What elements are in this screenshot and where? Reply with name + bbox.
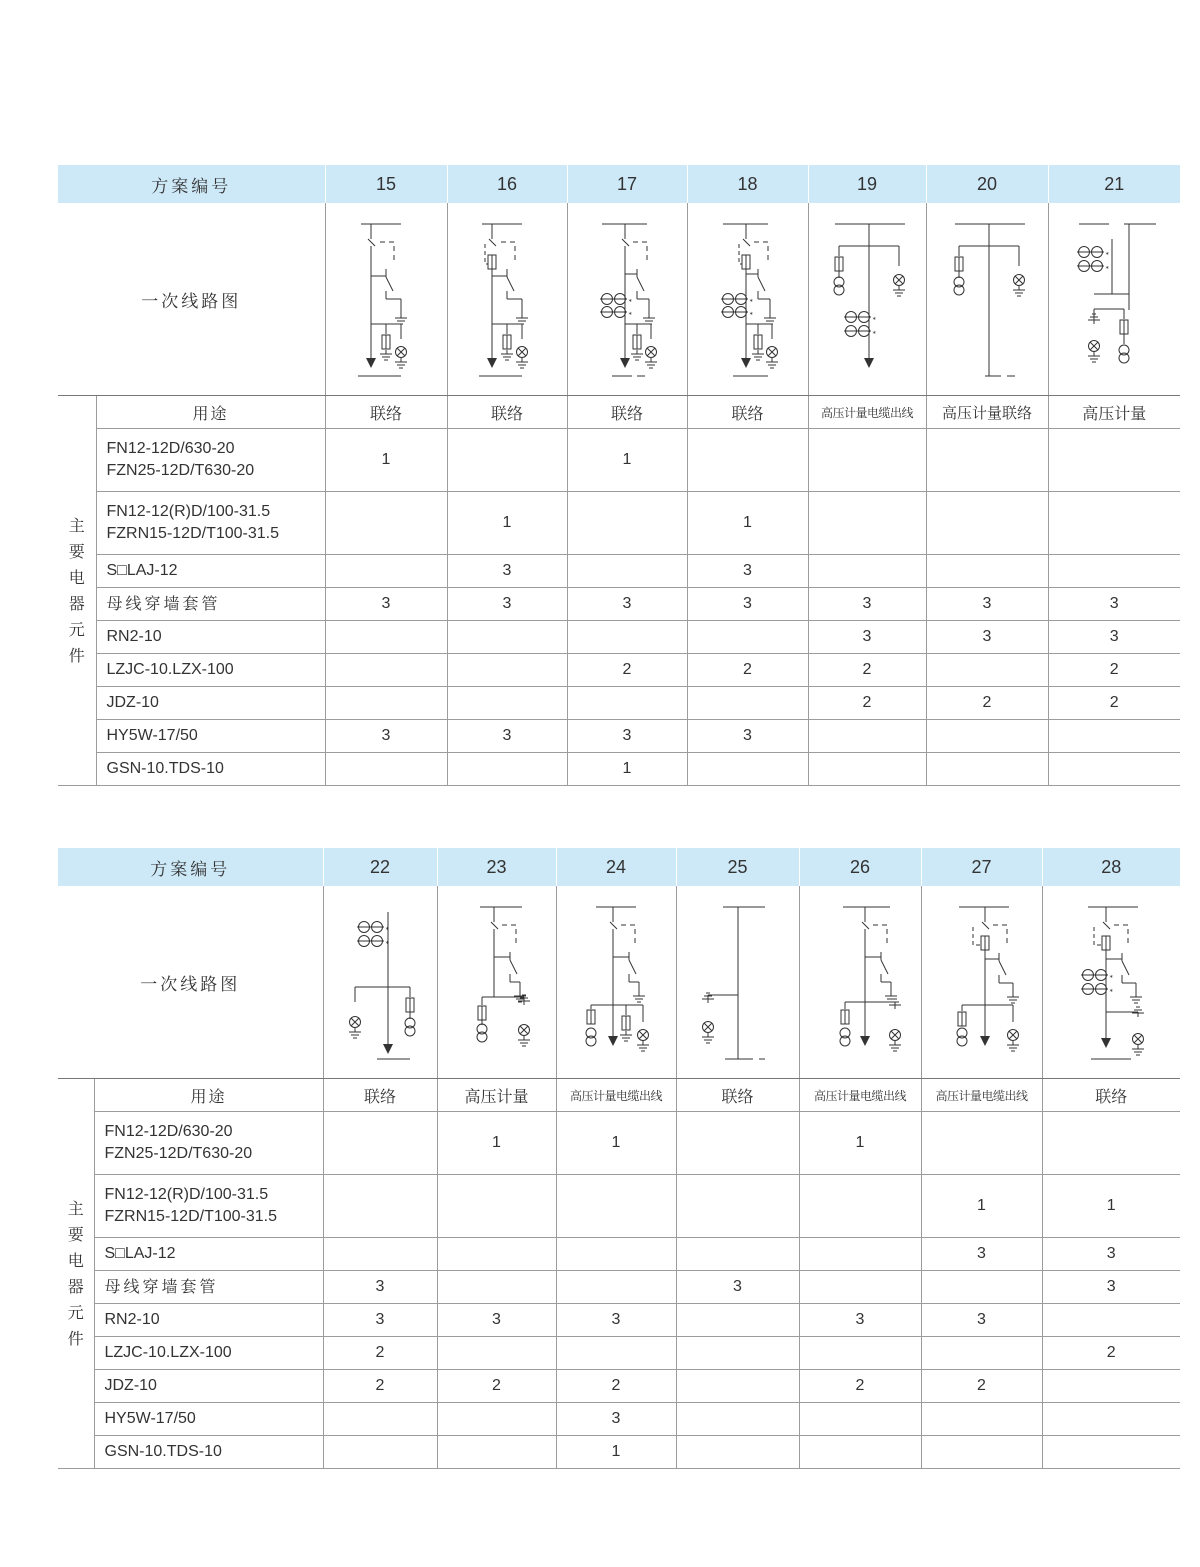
quantity-cell: 3 (687, 555, 808, 588)
quantity-cell (325, 654, 447, 687)
component-row (58, 1271, 1180, 1304)
quantity-cell: 2 (926, 687, 1048, 720)
circuit-diagram-26 (799, 886, 921, 1079)
component-row (58, 1403, 1180, 1436)
main-components-char: 主 (67, 1198, 84, 1218)
quantity-cell: 2 (323, 1370, 437, 1403)
quantity-cell (323, 1403, 437, 1436)
quantity-cell (799, 1271, 921, 1304)
main-components-char: 主 (68, 515, 85, 535)
usage-cell: 高压计量 (1048, 396, 1180, 429)
circuit-diagram-25-svg (693, 897, 783, 1067)
usage-cell: 联络 (567, 396, 687, 429)
circuit-diagram-15-svg (346, 214, 426, 384)
quantity-cell (567, 621, 687, 654)
diagram-row (58, 203, 1180, 396)
component-model: LZJC-10.LZX-100 (96, 654, 325, 687)
scheme-number-label: 方案编号 (58, 165, 325, 203)
quantity-cell (926, 654, 1048, 687)
scheme-number-row (58, 165, 1180, 203)
component-row (58, 621, 1180, 654)
component-row (58, 1370, 1180, 1403)
quantity-cell (921, 1337, 1042, 1370)
quantity-cell (437, 1337, 556, 1370)
quantity-cell (926, 492, 1048, 555)
component-row (58, 687, 1180, 720)
quantity-cell: 3 (926, 621, 1048, 654)
scheme-number: 26 (799, 848, 921, 886)
quantity-cell: 3 (687, 720, 808, 753)
component-model: RN2-10 (96, 621, 325, 654)
quantity-cell: 3 (556, 1403, 676, 1436)
quantity-cell (676, 1112, 799, 1175)
scheme-number: 15 (325, 165, 447, 203)
quantity-cell (325, 687, 447, 720)
component-row (58, 753, 1180, 786)
quantity-cell: 3 (567, 588, 687, 621)
component-model: RN2-10 (94, 1304, 323, 1337)
quantity-cell (926, 429, 1048, 492)
quantity-cell (1042, 1403, 1180, 1436)
quantity-cell (556, 1271, 676, 1304)
circuit-diagram-16-svg (467, 214, 547, 384)
quantity-cell: 3 (437, 1304, 556, 1337)
component-row (58, 654, 1180, 687)
quantity-cell (447, 753, 567, 786)
component-model: GSN-10.TDS-10 (96, 753, 325, 786)
quantity-cell: 2 (799, 1370, 921, 1403)
quantity-cell (687, 429, 808, 492)
usage-cell: 高压计量 (437, 1079, 556, 1112)
quantity-cell (799, 1436, 921, 1469)
quantity-cell (676, 1238, 799, 1271)
component-model: HY5W-17/50 (96, 720, 325, 753)
quantity-cell: 3 (325, 588, 447, 621)
quantity-cell (325, 621, 447, 654)
usage-cell: 联络 (687, 396, 808, 429)
quantity-cell (926, 753, 1048, 786)
model-line: FZRN15-12D/T100-31.5 (106, 525, 280, 542)
scheme-number-label: 方案编号 (58, 848, 323, 886)
circuit-diagram-24-svg (571, 897, 661, 1067)
circuit-diagram-25 (676, 886, 799, 1079)
quantity-cell (799, 1175, 921, 1238)
circuit-diagram-21 (1048, 203, 1180, 396)
quantity-cell: 3 (1042, 1271, 1180, 1304)
usage-cell: 联络 (325, 396, 447, 429)
usage-cell: 高压计量电缆出线 (808, 396, 926, 429)
quantity-cell (325, 753, 447, 786)
component-model: 母线穿墙套管 (96, 588, 325, 621)
circuit-diagram-17 (567, 203, 687, 396)
scheme-number: 18 (687, 165, 808, 203)
quantity-cell: 2 (556, 1370, 676, 1403)
quantity-cell: 2 (1048, 687, 1180, 720)
component-row (58, 492, 1180, 555)
component-row (58, 1436, 1180, 1469)
quantity-cell: 1 (556, 1436, 676, 1469)
quantity-cell: 1 (567, 753, 687, 786)
usage-cell: 高压计量电缆出线 (799, 1079, 921, 1112)
scheme-number-row (58, 848, 1180, 886)
component-model (96, 492, 325, 555)
main-components-char: 件 (67, 1328, 84, 1348)
scheme-number: 22 (323, 848, 437, 886)
component-model: HY5W-17/50 (94, 1403, 323, 1436)
usage-cell: 高压计量联络 (926, 396, 1048, 429)
circuit-diagram-22 (323, 886, 437, 1079)
quantity-cell: 3 (808, 588, 926, 621)
quantity-cell: 3 (447, 720, 567, 753)
quantity-cell (676, 1370, 799, 1403)
primary-diagram-label: 一次线路图 (58, 203, 325, 396)
quantity-cell (325, 492, 447, 555)
quantity-cell: 3 (921, 1304, 1042, 1337)
quantity-cell: 3 (926, 588, 1048, 621)
main-components-label (58, 396, 96, 786)
scheme-number: 20 (926, 165, 1048, 203)
quantity-cell: 3 (567, 720, 687, 753)
quantity-cell (676, 1403, 799, 1436)
quantity-cell: 1 (687, 492, 808, 555)
quantity-cell: 2 (437, 1370, 556, 1403)
quantity-cell (676, 1175, 799, 1238)
model-line: FN12-12D/630-20 (104, 1123, 233, 1140)
quantity-cell: 3 (808, 621, 926, 654)
main-components-char: 元 (68, 619, 85, 639)
scheme-number: 25 (676, 848, 799, 886)
circuit-diagram-20 (926, 203, 1048, 396)
component-row (58, 588, 1180, 621)
scheme-number: 19 (808, 165, 926, 203)
circuit-diagram-28 (1042, 886, 1180, 1079)
quantity-cell: 3 (921, 1238, 1042, 1271)
quantity-cell (676, 1436, 799, 1469)
quantity-cell (567, 555, 687, 588)
main-components-char: 电 (68, 567, 85, 587)
quantity-cell (323, 1112, 437, 1175)
quantity-cell (1042, 1304, 1180, 1337)
usage-label: 用途 (94, 1079, 323, 1112)
quantity-cell: 1 (1042, 1175, 1180, 1238)
quantity-cell (808, 720, 926, 753)
usage-label: 用途 (96, 396, 325, 429)
quantity-cell: 3 (1042, 1238, 1180, 1271)
quantity-cell (799, 1403, 921, 1436)
quantity-cell: 2 (808, 687, 926, 720)
quantity-cell (447, 687, 567, 720)
circuit-diagram-19-svg (817, 214, 917, 384)
component-model (94, 1175, 323, 1238)
quantity-cell (687, 687, 808, 720)
model-line: FZRN15-12D/T100-31.5 (104, 1208, 278, 1225)
quantity-cell (676, 1304, 799, 1337)
circuit-diagram-26-svg (815, 897, 905, 1067)
circuit-diagram-18-svg (708, 214, 788, 384)
quantity-cell (1042, 1112, 1180, 1175)
quantity-cell (808, 429, 926, 492)
circuit-diagram-27 (921, 886, 1042, 1079)
quantity-cell (921, 1112, 1042, 1175)
quantity-cell: 1 (567, 429, 687, 492)
quantity-cell: 1 (447, 492, 567, 555)
quantity-cell: 3 (447, 555, 567, 588)
quantity-cell (1042, 1436, 1180, 1469)
scheme-table-1 (58, 165, 1180, 786)
quantity-cell (437, 1271, 556, 1304)
quantity-cell (447, 654, 567, 687)
usage-cell: 联络 (323, 1079, 437, 1112)
circuit-diagram-15 (325, 203, 447, 396)
quantity-cell (799, 1337, 921, 1370)
scheme-table-2 (58, 848, 1180, 1469)
component-model: LZJC-10.LZX-100 (94, 1337, 323, 1370)
quantity-cell (556, 1337, 676, 1370)
circuit-diagram-28-svg (1066, 897, 1156, 1067)
quantity-cell (1048, 753, 1180, 786)
scheme-number: 16 (447, 165, 567, 203)
model-line: FZN25-12D/T630-20 (106, 462, 255, 479)
quantity-cell: 2 (808, 654, 926, 687)
quantity-cell (687, 621, 808, 654)
model-line: FN12-12D/630-20 (106, 440, 235, 457)
usage-cell: 高压计量电缆出线 (556, 1079, 676, 1112)
component-row (58, 429, 1180, 492)
quantity-cell (676, 1337, 799, 1370)
quantity-cell: 1 (799, 1112, 921, 1175)
main-components-char: 要 (68, 541, 85, 561)
quantity-cell (808, 555, 926, 588)
quantity-cell (808, 753, 926, 786)
quantity-cell (325, 555, 447, 588)
diagram-row (58, 886, 1180, 1079)
circuit-diagram-21-svg (1064, 214, 1164, 384)
quantity-cell (921, 1436, 1042, 1469)
scheme-number: 23 (437, 848, 556, 886)
quantity-cell (1048, 492, 1180, 555)
component-row (58, 555, 1180, 588)
quantity-cell (437, 1238, 556, 1271)
scheme-number: 24 (556, 848, 676, 886)
circuit-diagram-19 (808, 203, 926, 396)
component-model: S□LAJ-12 (96, 555, 325, 588)
component-model: GSN-10.TDS-10 (94, 1436, 323, 1469)
quantity-cell (926, 555, 1048, 588)
quantity-cell: 3 (556, 1304, 676, 1337)
quantity-cell (323, 1436, 437, 1469)
quantity-cell (1048, 429, 1180, 492)
quantity-cell: 2 (1048, 654, 1180, 687)
circuit-diagram-23-svg (452, 897, 542, 1067)
quantity-cell: 3 (799, 1304, 921, 1337)
circuit-diagram-27-svg (937, 897, 1027, 1067)
component-row (58, 1238, 1180, 1271)
component-model (96, 429, 325, 492)
primary-diagram-label: 一次线路图 (58, 886, 323, 1079)
quantity-cell: 1 (325, 429, 447, 492)
main-components-label (58, 1079, 94, 1469)
main-components-char: 件 (68, 645, 85, 665)
component-row (58, 1112, 1180, 1175)
component-row (58, 1304, 1180, 1337)
quantity-cell (687, 753, 808, 786)
component-model: JDZ-10 (94, 1370, 323, 1403)
component-row (58, 1175, 1180, 1238)
usage-cell: 高压计量电缆出线 (921, 1079, 1042, 1112)
quantity-cell (799, 1238, 921, 1271)
quantity-cell (556, 1175, 676, 1238)
quantity-cell (926, 720, 1048, 753)
quantity-cell (447, 429, 567, 492)
main-components-char: 要 (67, 1224, 84, 1244)
scheme-number: 17 (567, 165, 687, 203)
model-line: FZN25-12D/T630-20 (104, 1145, 253, 1162)
quantity-cell (447, 621, 567, 654)
component-model: S□LAJ-12 (94, 1238, 323, 1271)
component-row (58, 720, 1180, 753)
component-model (94, 1112, 323, 1175)
quantity-cell: 1 (921, 1175, 1042, 1238)
main-components-char: 器 (67, 1276, 84, 1296)
quantity-cell: 2 (1042, 1337, 1180, 1370)
circuit-diagram-16 (447, 203, 567, 396)
main-components-char: 元 (67, 1302, 84, 1322)
quantity-cell (567, 492, 687, 555)
circuit-diagram-18 (687, 203, 808, 396)
quantity-cell: 2 (687, 654, 808, 687)
quantity-cell: 3 (323, 1271, 437, 1304)
scheme-number: 21 (1048, 165, 1180, 203)
quantity-cell (437, 1403, 556, 1436)
quantity-cell: 3 (687, 588, 808, 621)
component-model: JDZ-10 (96, 687, 325, 720)
usage-cell: 联络 (1042, 1079, 1180, 1112)
main-components-char: 电 (67, 1250, 84, 1270)
quantity-cell: 1 (437, 1112, 556, 1175)
quantity-cell: 3 (323, 1304, 437, 1337)
component-model: 母线穿墙套管 (94, 1271, 323, 1304)
quantity-cell (567, 687, 687, 720)
circuit-diagram-23 (437, 886, 556, 1079)
quantity-cell (1048, 555, 1180, 588)
quantity-cell: 3 (325, 720, 447, 753)
quantity-cell: 1 (556, 1112, 676, 1175)
quantity-cell (323, 1175, 437, 1238)
circuit-diagram-24 (556, 886, 676, 1079)
circuit-diagram-17-svg (587, 214, 667, 384)
quantity-cell (556, 1238, 676, 1271)
quantity-cell (437, 1436, 556, 1469)
quantity-cell: 2 (567, 654, 687, 687)
quantity-cell: 2 (323, 1337, 437, 1370)
model-line: FN12-12(R)D/100-31.5 (106, 503, 271, 520)
quantity-cell (1042, 1370, 1180, 1403)
usage-cell: 联络 (676, 1079, 799, 1112)
model-line: FN12-12(R)D/100-31.5 (104, 1186, 269, 1203)
quantity-cell (437, 1175, 556, 1238)
quantity-cell: 3 (1048, 621, 1180, 654)
quantity-cell (921, 1403, 1042, 1436)
quantity-cell (808, 492, 926, 555)
quantity-cell: 3 (447, 588, 567, 621)
quantity-cell: 3 (1048, 588, 1180, 621)
component-row (58, 1337, 1180, 1370)
quantity-cell (921, 1271, 1042, 1304)
usage-row (58, 1079, 1180, 1112)
quantity-cell (1048, 720, 1180, 753)
scheme-number: 27 (921, 848, 1042, 886)
usage-cell: 联络 (447, 396, 567, 429)
quantity-cell: 3 (676, 1271, 799, 1304)
circuit-diagram-22-svg (335, 897, 425, 1067)
main-components-char: 器 (68, 593, 85, 613)
quantity-cell: 2 (921, 1370, 1042, 1403)
quantity-cell (323, 1238, 437, 1271)
usage-row (58, 396, 1180, 429)
scheme-number: 28 (1042, 848, 1180, 886)
circuit-diagram-20-svg (937, 214, 1037, 384)
